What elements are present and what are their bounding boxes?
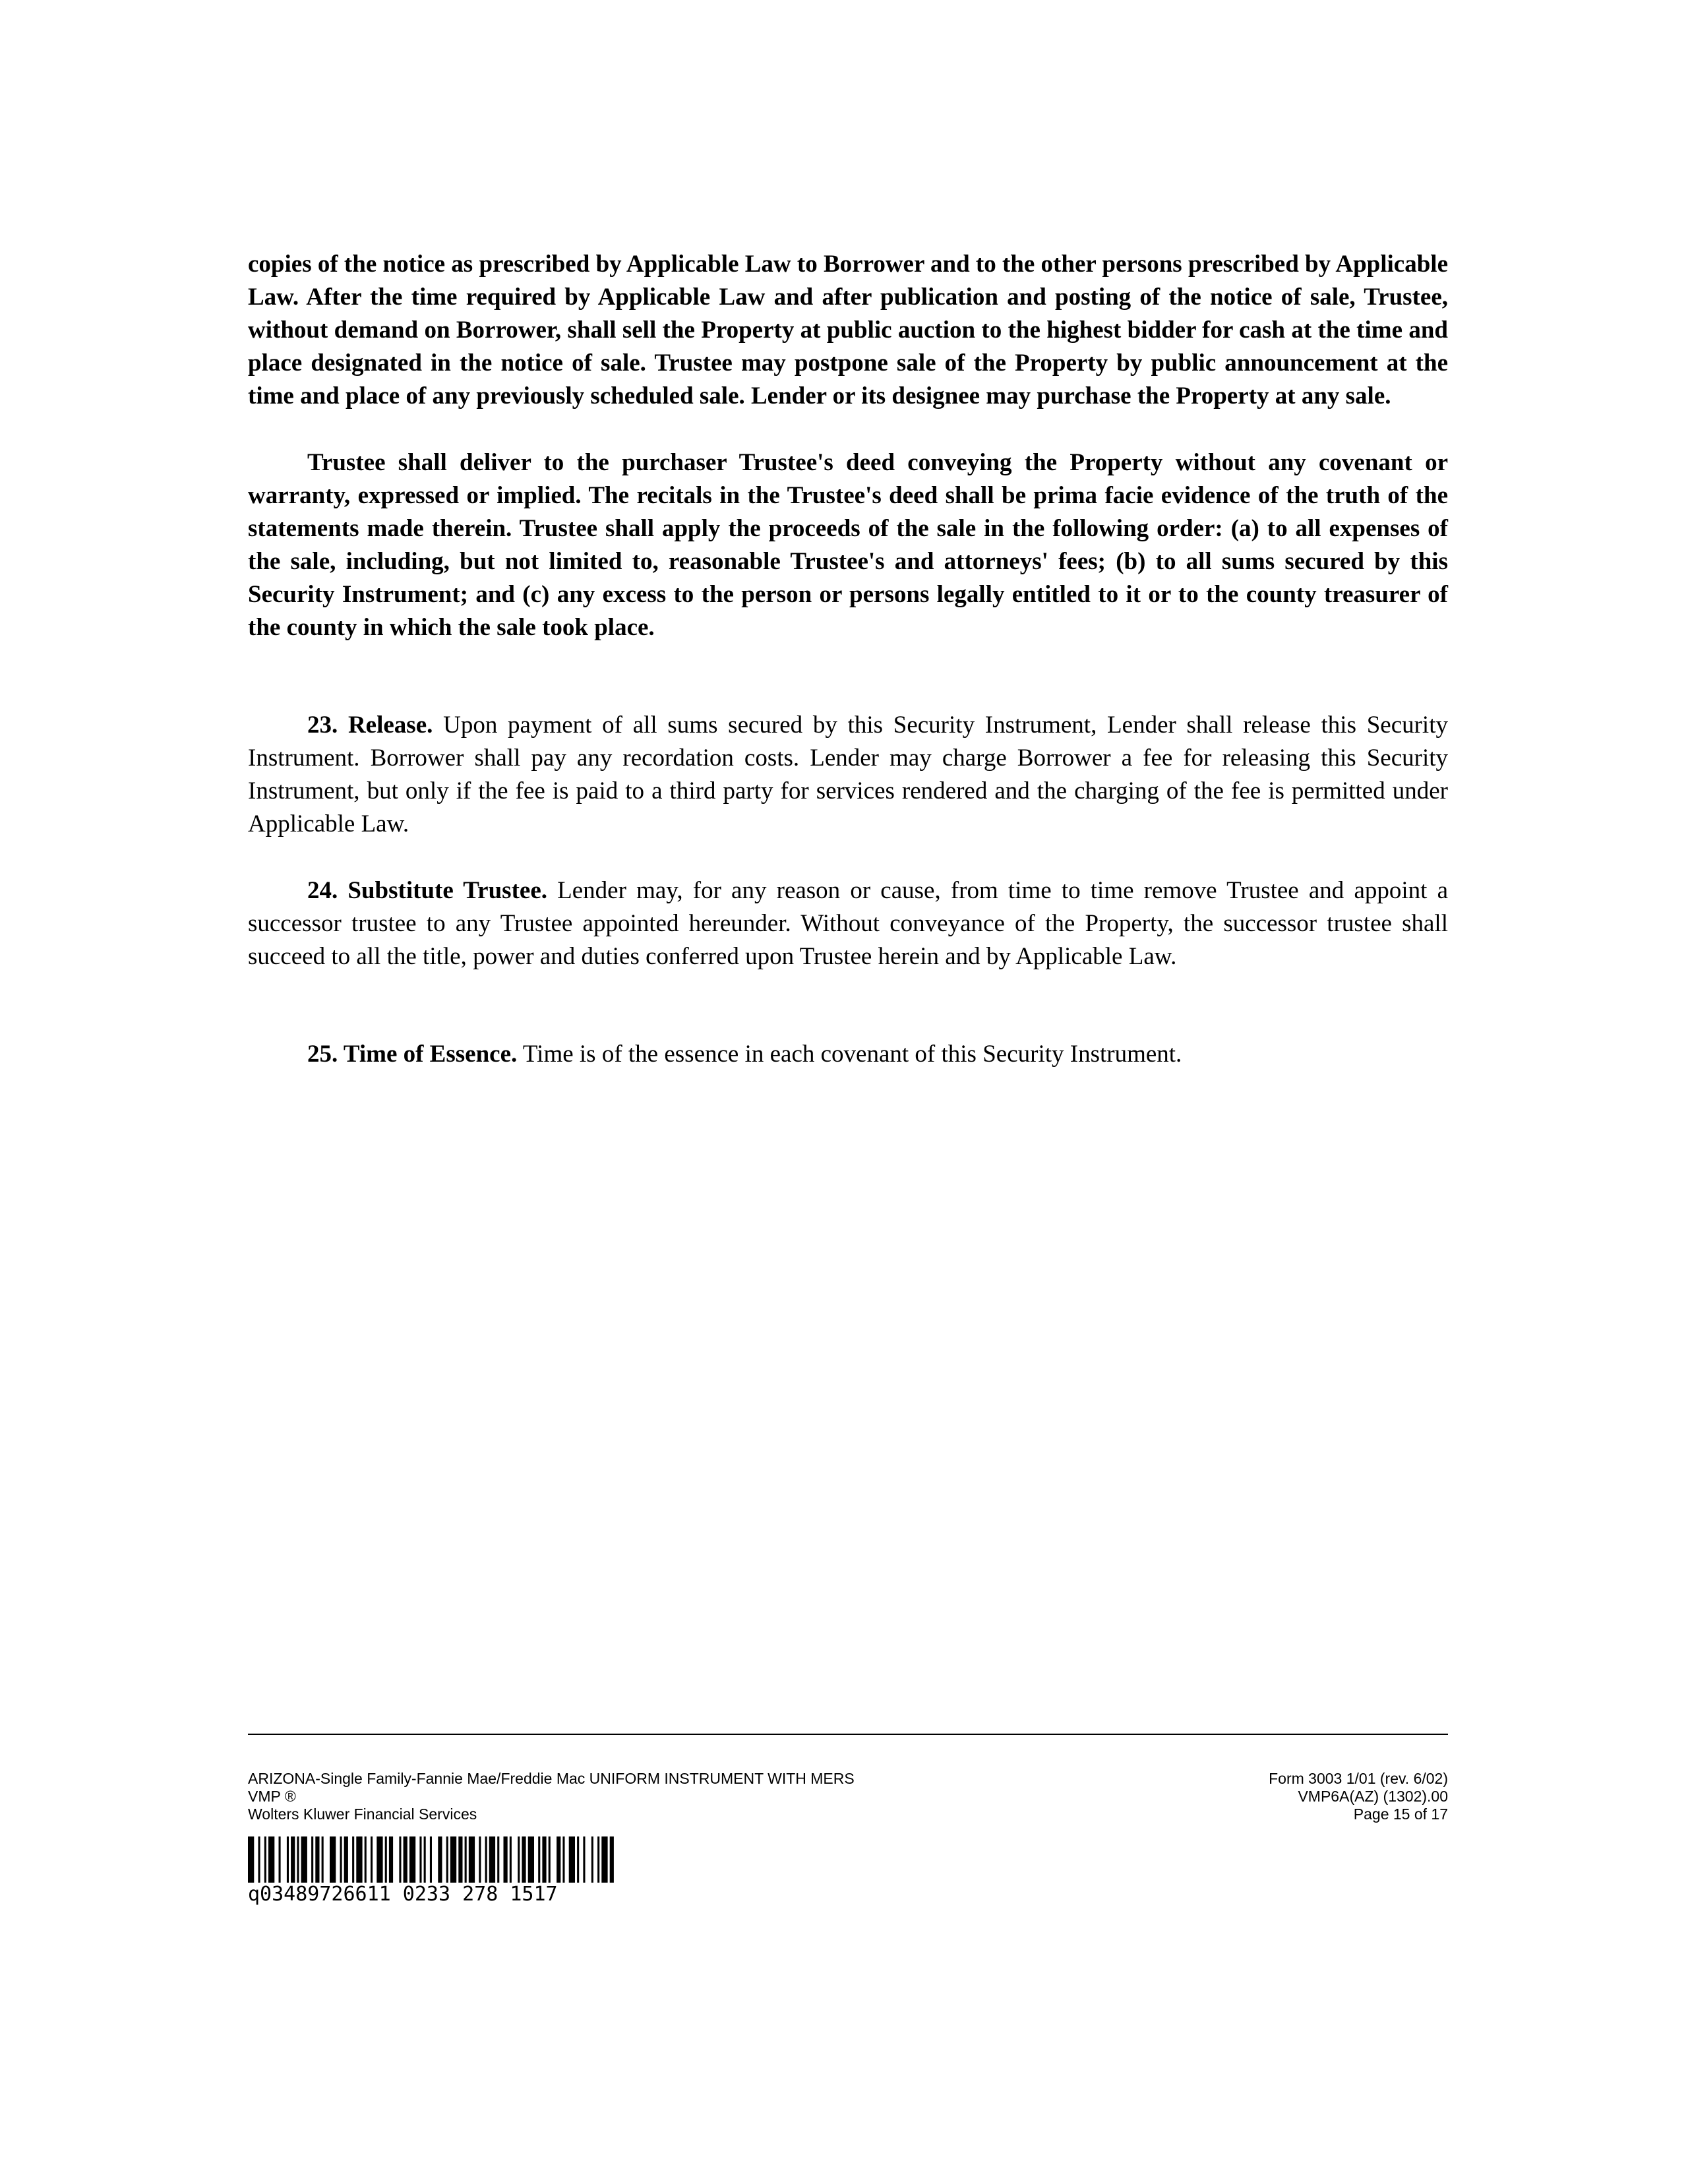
- footer-form-code: VMP6A(AZ) (1302).00: [1298, 1788, 1448, 1805]
- section-23-text: Upon payment of all sums secured by this Security Instrument, Lender shall release this Security Instrument. Borrower shall pay any recordation costs. Lender may charge Borrower a fee for releasing this Security Instrument, but only if the fee is paid to a third party for services rendered and the charging of the fee is permitted under Applicable Law.: [248, 712, 1448, 837]
- section-24-substitute-trustee: [248, 874, 1448, 973]
- section-24-heading: 24. Substitute Trustee.: [307, 877, 547, 904]
- barcode-icon: [248, 1836, 713, 1883]
- footer-right-block: [1269, 1770, 1448, 1823]
- section-25-text: Time is of the essence in each covenant of this Security Instrument.: [522, 1041, 1182, 1068]
- section-25-time-of-essence: [248, 1038, 1448, 1071]
- footer-vmp: VMP ®: [248, 1788, 296, 1805]
- section-24-text: Lender may, for any reason or cause, from time to time remove Trustee and appoint a successor trustee to any Trustee appointed hereunder. Without conveyance of the Property, the successor trustee shall succeed to all the title, power and duties conferred upon Trustee herein and by Applicable Law.: [248, 877, 1448, 970]
- footer-page-number: Page 15 of 17: [1353, 1805, 1448, 1823]
- barcode-number: q03489726611 0233 278 1517: [248, 1883, 558, 1906]
- section-25-heading: 25. Time of Essence.: [307, 1041, 518, 1068]
- footer-left-block: [248, 1770, 855, 1823]
- footer-publisher: Wolters Kluwer Financial Services: [248, 1805, 477, 1823]
- footer-form-title: ARIZONA-Single Family-Fannie Mae/Freddie Mac UNIFORM INSTRUMENT WITH MERS: [248, 1770, 855, 1787]
- paragraph-trustee-deed: Trustee shall deliver to the purchaser Trustee's deed conveying the Property without any covenant or warranty, expressed or implied. The recitals in the Trustee's deed shall be prima facie evidence of the truth of the statements made therein. Trustee shall apply the proceeds of the sale in the following order: (a) to all expenses of the sale, including, but not limited to, reasonable Trustee's and attorneys' fees; (b) to all sums secured by this Security Instrument; and (c) any excess to the person or persons legally entitled to it or to the county treasurer of the county in which the sale took place.: [248, 449, 1448, 641]
- section-23-release: [248, 709, 1448, 841]
- paragraph-notice-of-sale: copies of the notice as prescribed by Applicable Law to Borrower and to the other persons prescribed by Applicable Law. After the time required by Applicable Law and after publication and posting of the notice of sale, Trustee, without demand on Borrower, shall sell the Property at public auction to the highest bidder for cash at the time and place designated in the notice of sale. Trustee may postpone sale of the Property by public announcement at the time and place of any previously scheduled sale. Lender or its designee may purchase the Property at any sale.: [248, 251, 1448, 410]
- section-23-heading: 23. Release.: [307, 712, 433, 739]
- footer-divider: [248, 1734, 1448, 1735]
- footer-form-number: Form 3003 1/01 (rev. 6/02): [1269, 1770, 1448, 1787]
